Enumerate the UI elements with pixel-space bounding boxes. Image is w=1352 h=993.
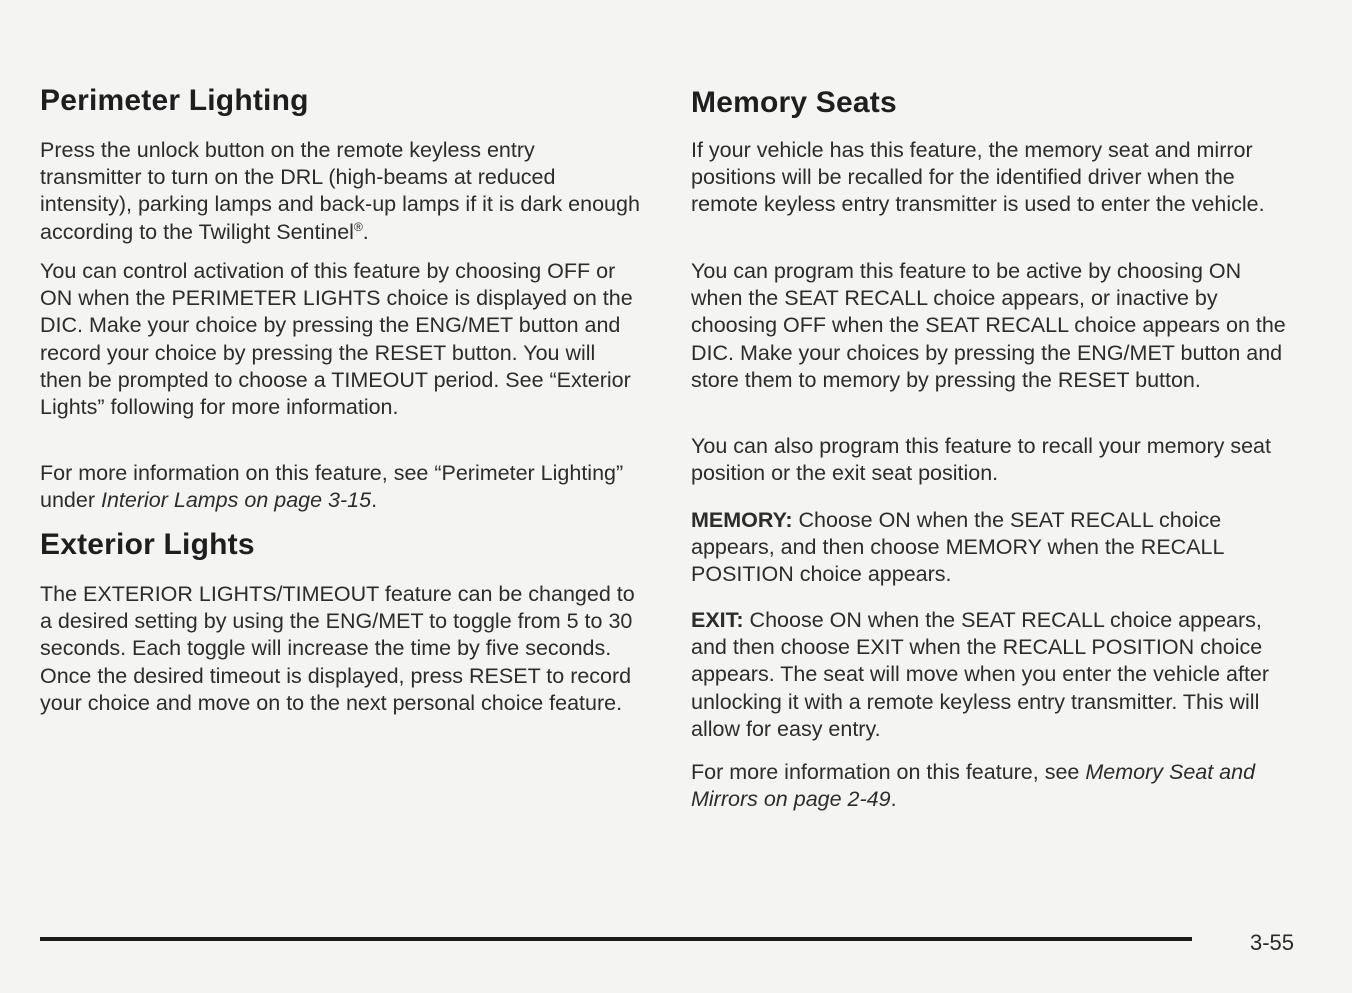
perimeter-paragraph-3 [40, 460, 640, 514]
page-number: 3-55 [1250, 930, 1295, 955]
perimeter-p1-text: Press the unlock button on the remote keyless entry transmitter to turn on the DRL (high-beams at reduced intensity), parking lamps and back-up lamps if it is dark enough according to the Twilight Sentinel [40, 138, 640, 244]
memory-p6-text: For more information on this feature, see [691, 760, 1086, 784]
exterior-paragraph-1: The EXTERIOR LIGHTS/TIMEOUT feature can be changed to a desired setting by using the ENG/MET to toggle from 5 to 30 seconds. Each toggle will increase the time by five seconds. Once the desired timeout is displayed, press RESET to record your choice and move on to the next personal choice feature. [40, 582, 635, 715]
perimeter-p3-end: . [371, 488, 378, 513]
perimeter-lighting-heading: Perimeter Lighting [40, 84, 309, 117]
memory-option-label: MEMORY: [691, 508, 793, 532]
memory-paragraph-2: You can program this feature to be active by choosing ON when the SEAT RECALL choice appears, or inactive by choosing OFF when the SEAT RECALL choice appears on the DIC. Make your choices by pressing the ENG/MET button and store them to memory by pressing the RESET button. [691, 259, 1286, 392]
perimeter-p1-end: . [362, 219, 369, 244]
registered-mark: ® [353, 219, 363, 234]
interior-lamps-reference: Interior Lamps on page 3-15 [100, 488, 372, 513]
exit-option-label: EXIT: [691, 608, 744, 632]
exit-option-text: Choose ON when the SEAT RECALL choice appears, and then choose EXIT when the RECALL POSITION choice appears. The seat will move when you enter the vehicle after unlocking it with a remote keyless entry transmitter. This will allow for easy entry. [691, 608, 1270, 741]
perimeter-paragraph-2: You can control activation of this feature by choosing OFF or ON when the PERIMETER LIGHTS choice is displayed on the DIC. Make your choice by pressing the ENG/MET button and record your choice by pressing the RESET button. You will then be prompted to choose a TIMEOUT period. See “Exterior Lights” following for more information. [40, 259, 633, 420]
perimeter-paragraph-1 [40, 137, 640, 246]
memory-p6-end: . [890, 787, 897, 812]
exterior-lights-heading: Exterior Lights [40, 528, 255, 561]
memory-option-text: Choose ON when the SEAT RECALL choice appears, and then choose MEMORY when the RECALL POSITION choice appears. [691, 508, 1224, 587]
perimeter-p3-text: For more information on this feature, see “Perimeter Lighting” under [40, 461, 624, 513]
exit-option-paragraph [691, 607, 1291, 743]
memory-option-paragraph [691, 507, 1291, 589]
memory-paragraph-3: You can also program this feature to recall your memory seat position or the exit seat position. [691, 434, 1271, 486]
memory-paragraph-1: If your vehicle has this feature, the memory seat and mirror positions will be recalled for the identified driver when the remote keyless entry transmitter is used to enter the vehicle. [691, 138, 1265, 217]
footer-rule [40, 937, 1192, 941]
memory-seats-heading: Memory Seats [691, 86, 897, 119]
memory-paragraph-6 [691, 759, 1291, 813]
memory-seat-reference: Memory Seat and Mirrors on page 2-49 [691, 760, 1256, 812]
